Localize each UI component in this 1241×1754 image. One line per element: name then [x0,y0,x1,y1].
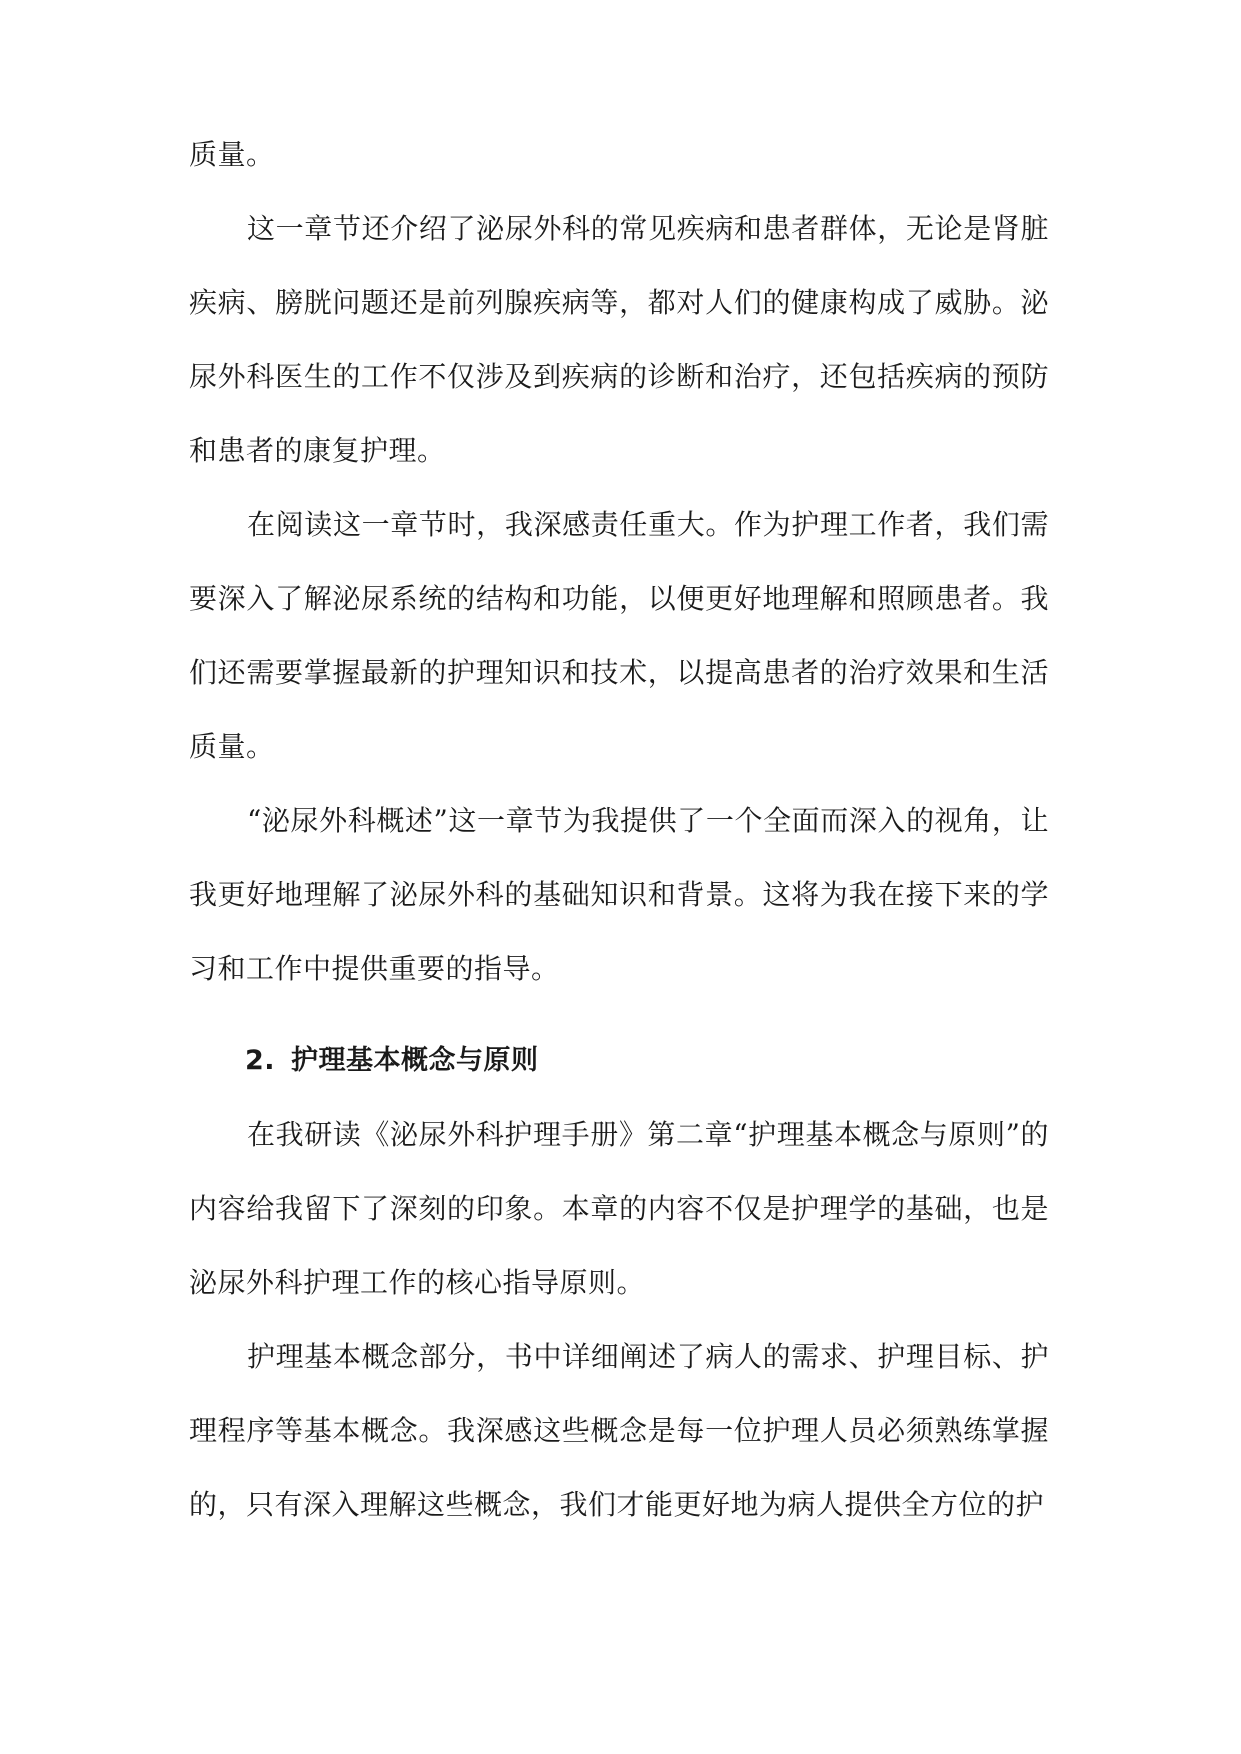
document-page [189,118,1049,1542]
section-number: 2. [245,1045,276,1076]
section-title: 护理基本概念与原则 [291,1045,539,1076]
section-heading [189,1024,1049,1098]
paragraph-1: 质量。 [189,138,275,171]
section-gap [189,1006,1049,1024]
paragraph-6: 护理基本概念部分，书中详细阐述了病人的需求、护理目标、护理程序等基本概念。我深感这些概念是每一位护理人员必须熟练掌握的，只有深入理解这些概念，我们才能更好地为病人提供全方位的护 [189,1340,1049,1521]
paragraph-4: “泌尿外科概述”这一章节为我提供了一个全面而深入的视角，让我更好地理解了泌尿外科的基础知识和背景。这将为我在接下来的学习和工作中提供重要的指导。 [189,804,1049,985]
paragraph-5: 在我研读《泌尿外科护理手册》第二章“护理基本概念与原则”的内容给我留下了深刻的印象。本章的内容不仅是护理学的基础，也是泌尿外科护理工作的核心指导原则。 [189,1118,1049,1299]
paragraph-2: 这一章节还介绍了泌尿外科的常见疾病和患者群体，无论是肾脏疾病、膀胱问题还是前列腺疾病等，都对人们的健康构成了威胁。泌尿外科医生的工作不仅涉及到疾病的诊断和治疗，还包括疾病的预防和患者的康复护理。 [189,212,1049,467]
paragraph-3: 在阅读这一章节时，我深感责任重大。作为护理工作者，我们需要深入了解泌尿系统的结构和功能，以便更好地理解和照顾患者。我们还需要掌握最新的护理知识和技术，以提高患者的治疗效果和生活质量。 [189,508,1049,763]
